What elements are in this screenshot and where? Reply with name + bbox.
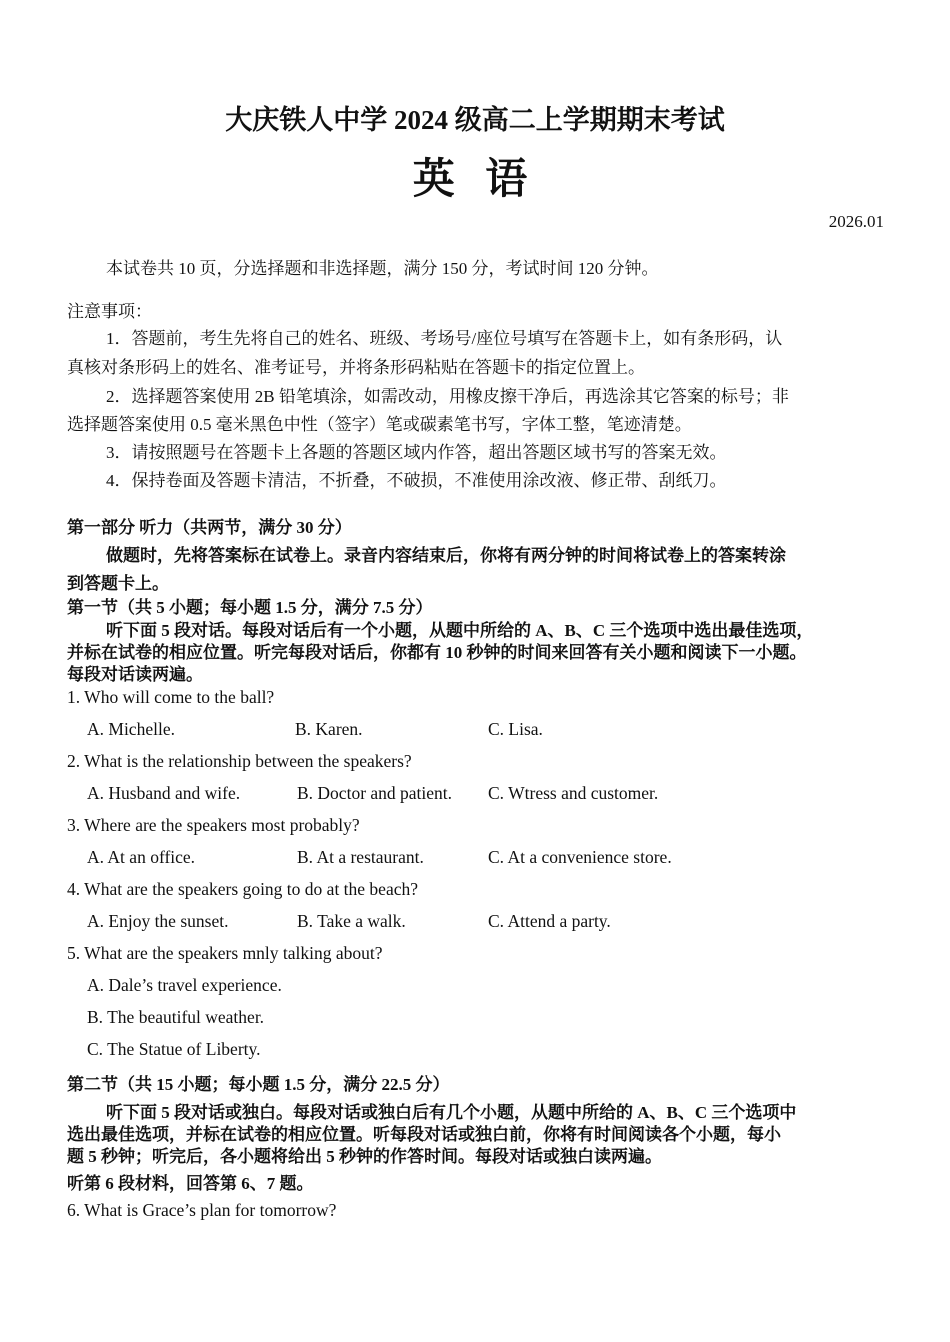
q4-option-c: C. Attend a party. (488, 911, 611, 931)
material-6-heading: 听第 6 段材料，回答第 6、7 题。 (67, 1174, 314, 1193)
question-3: 3. Where are the speakers most probably? (67, 815, 360, 835)
q3-option-b: B. At a restaurant. (297, 847, 424, 867)
section1-heading: 第一节（共 5 小题；每小题 1.5 分，满分 7.5 分） (67, 598, 433, 617)
subject-title: 英 语 (412, 157, 538, 203)
q3-option-c: C. At a convenience store. (488, 847, 672, 867)
section1-instr-line-2: 并标在试卷的相应位置。听完每段对话后，你都有 10 秒钟的时间来回答有关小题和阅读下一小题。 (67, 643, 807, 662)
section2-instr-line-2: 选出最佳选项，并标在试卷的相应位置。听每段对话或独白前，你将有时间阅读各个小题，每小 (67, 1125, 781, 1144)
q5-option-a: A. Dale’s travel experience. (87, 975, 282, 995)
q2-option-a: A. Husband and wife. (87, 783, 241, 803)
question-5: 5. What are the speakers mnly talking about? (67, 943, 383, 963)
q1-option-b: B. Karen. (295, 719, 363, 739)
section2-instr-line-1: 听下面 5 段对话或独白。每段对话或独白后有几个小题，从题中所给的 A、B、C 三个选项中 (106, 1103, 797, 1122)
section2-heading: 第二节（共 15 小题；每小题 1.5 分，满分 22.5 分） (67, 1075, 450, 1094)
question-1: 1. Who will come to the ball? (67, 687, 275, 707)
question-6: 6. What is Grace’s plan for tomorrow? (67, 1200, 337, 1220)
q4-option-a: A. Enjoy the sunset. (87, 911, 229, 931)
question-2: 2. What is the relationship between the speakers? (67, 751, 412, 771)
q5-option-b: B. The beautiful weather. (87, 1007, 265, 1027)
q2-option-b: B. Doctor and patient. (297, 783, 453, 803)
intro-text: 本试卷共 10 页，分选择题和非选择题，满分 150 分，考试时间 120 分钟。 (106, 259, 659, 278)
q1-option-c: C. Lisa. (488, 719, 543, 739)
notes-heading: 注意事项： (67, 302, 152, 321)
note-1-line-1: 1．答题前，考生先将自己的姓名、班级、考场号/座位号填写在答题卡上，如有条形码，认 (106, 329, 783, 348)
section2-instr-line-3: 题 5 秒钟；听完后，各小题将给出 5 秒钟的作答时间。每段对话或独白读两遍。 (67, 1147, 662, 1166)
note-3: 3．请按照题号在答题卡上各题的答题区域内作答，超出答题区域书写的答案无效。 (106, 443, 727, 462)
note-4: 4．保持卷面及答题卡清洁，不折叠，不破损，不准使用涂改液、修正带、刮纸刀。 (106, 471, 727, 490)
q3-option-a: A. At an office. (87, 847, 196, 867)
section1-instr-line-1: 听下面 5 段对话。每段对话后有一个小题，从题中所给的 A、B、C 三个选项中选出最佳选项， (106, 621, 814, 640)
q2-option-c: C. Wtress and customer. (488, 783, 659, 803)
note-2-line-2: 选择题答案使用 0.5 毫米黑色中性（签字）笔或碳素笔书写，字体工整，笔迹清楚。 (67, 415, 692, 434)
exam-date: 2026.01 (828, 212, 884, 231)
note-2-line-1: 2．选择题答案使用 2B 铅笔填涂，如需改动，用橡皮擦干净后，再选涂其它答案的标号；非 (106, 387, 789, 406)
q5-option-c: C. The Statue of Liberty. (87, 1039, 261, 1059)
question-4: 4. What are the speakers going to do at the beach? (67, 879, 418, 899)
part1-instr-line-2: 到答题卡上。 (67, 574, 169, 593)
part1-instr-line-1: 做题时，先将答案标在试卷上。录音内容结束后，你将有两分钟的时间将试卷上的答案转涂 (106, 546, 786, 565)
exam-title: 大庆铁人中学 2024 级高二上学期期末考试 (225, 105, 725, 135)
q4-option-b: B. Take a walk. (297, 911, 406, 931)
section1-instr-line-3: 每段对话读两遍。 (67, 665, 203, 684)
part1-heading: 第一部分 听力（共两节，满分 30 分） (67, 518, 352, 537)
q1-option-a: A. Michelle. (87, 719, 175, 739)
note-1-line-2: 真核对条形码上的姓名、准考证号，并将条形码粘贴在答题卡的指定位置上。 (67, 358, 645, 377)
